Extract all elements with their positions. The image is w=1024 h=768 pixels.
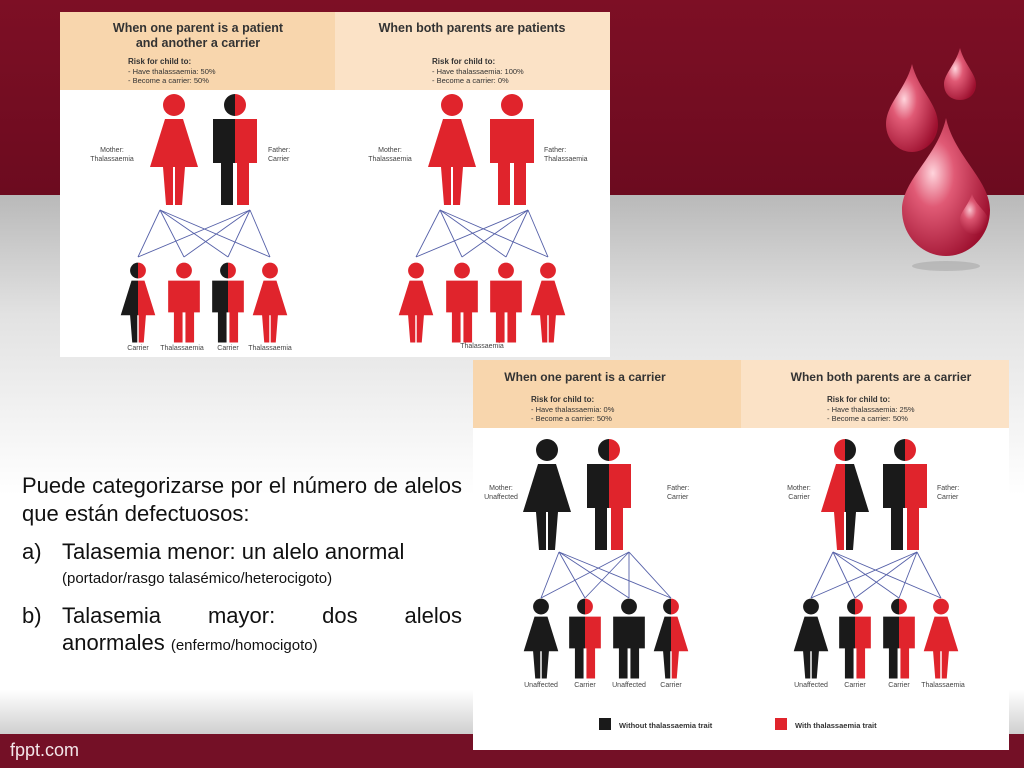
bottom-right-mother-label-2: Carrier bbox=[788, 494, 810, 501]
footer-brand: fppt.com bbox=[10, 740, 80, 760]
child-unaffected-figure bbox=[613, 599, 645, 679]
body-text bbox=[22, 472, 462, 659]
bottom-right-risk-2: - Become a carrier: 50% bbox=[827, 414, 908, 423]
top-left-risk-2: - Become a carrier: 50% bbox=[128, 76, 209, 85]
father-carrier-figure bbox=[587, 439, 631, 550]
bottom-left-father-label-1: Father: bbox=[667, 485, 690, 492]
top-right-risk-2: - Become a carrier: 0% bbox=[432, 76, 509, 85]
bottom-left-child-label: Unaffected bbox=[524, 682, 558, 689]
bottom-left-mother-label-2: Unaffected bbox=[484, 494, 518, 501]
child-carrier-figure bbox=[839, 599, 871, 679]
child-unaffected-figure bbox=[524, 599, 559, 679]
top-right-risk-title: Risk for child to: bbox=[432, 57, 496, 66]
top-right-inheritance-lines bbox=[416, 210, 548, 257]
top-left-risk-title: Risk for child to: bbox=[128, 57, 192, 66]
bottom-right-father-label-2: Carrier bbox=[937, 494, 959, 501]
blood-drops-icon bbox=[880, 44, 1000, 274]
bottom-left-father-label-2: Carrier bbox=[667, 494, 689, 501]
list-item-a-main: Talasemia menor: un alelo anormal bbox=[62, 539, 405, 564]
child-thalassaemia-figure bbox=[399, 263, 434, 343]
legend-without-label: Without thalassaemia trait bbox=[619, 721, 713, 730]
child-thalassaemia-figure bbox=[490, 263, 522, 343]
list-item-a-note: (portador/rasgo talasémico/heterocigoto) bbox=[62, 570, 333, 587]
list-item-b-word: dos bbox=[322, 603, 358, 628]
intro-paragraph: Puede categorizarse por el número de alelos que están defectuosos: bbox=[22, 473, 462, 526]
top-left-inheritance-lines bbox=[138, 210, 270, 257]
list-item-b-word: mayor: bbox=[207, 603, 276, 628]
top-right-father-label-1: Father: bbox=[544, 147, 567, 154]
bottom-left-mother-label-1: Mother: bbox=[489, 485, 513, 492]
bottom-right-child-label: Thalassaemia bbox=[921, 682, 965, 689]
list-item-b-rest: anormales bbox=[62, 630, 165, 655]
list-item-b-main bbox=[62, 602, 462, 629]
legend-with-label: With thalassaemia trait bbox=[795, 721, 877, 730]
legend-red-swatch bbox=[775, 718, 787, 730]
top-left-father-label-2: Carrier bbox=[268, 156, 290, 163]
father-carrier-figure bbox=[213, 94, 257, 205]
top-right-risk-1: - Have thalassaemia: 100% bbox=[432, 67, 524, 76]
child-unaffected-figure bbox=[794, 599, 829, 679]
child-carrier-figure bbox=[569, 599, 601, 679]
top-right-children-label: Thalassaemia bbox=[460, 343, 504, 350]
bottom-left-risk-2: - Become a carrier: 50% bbox=[531, 414, 612, 423]
child-thalassaemia-figure bbox=[253, 263, 288, 343]
mother-thalassaemia-figure bbox=[150, 94, 198, 205]
bottom-left-child-label: Unaffected bbox=[612, 682, 646, 689]
diagram-bottom-svg bbox=[473, 360, 1009, 750]
list-item-b bbox=[22, 602, 462, 659]
list-item-b-note: (enfermo/homocigoto) bbox=[170, 637, 318, 654]
bottom-left-inheritance-lines bbox=[541, 552, 671, 598]
bottom-right-child-label: Unaffected bbox=[794, 682, 828, 689]
mother-thalassaemia-figure bbox=[428, 94, 476, 205]
bottom-right-child-label: Carrier bbox=[844, 682, 866, 689]
mother-unaffected-figure bbox=[523, 439, 571, 550]
list-marker: b) bbox=[22, 603, 42, 628]
child-thalassaemia-figure bbox=[446, 263, 478, 343]
list-marker: a) bbox=[22, 539, 42, 564]
top-left-risk-1: - Have thalassaemia: 50% bbox=[128, 67, 216, 76]
list-item-b-word: Talasemia bbox=[62, 603, 162, 628]
top-left-child-label: Carrier bbox=[217, 345, 239, 352]
child-thalassaemia-figure bbox=[531, 263, 566, 343]
bottom-left-risk-title: Risk for child to: bbox=[531, 395, 595, 404]
bottom-right-risk-title: Risk for child to: bbox=[827, 395, 891, 404]
bottom-right-inheritance-lines bbox=[811, 552, 941, 598]
father-thalassaemia-figure bbox=[490, 94, 534, 205]
list-item-a bbox=[22, 538, 462, 592]
child-carrier-figure bbox=[212, 263, 244, 343]
bottom-left-child-label: Carrier bbox=[574, 682, 596, 689]
top-right-title: When both parents are patients bbox=[378, 21, 566, 35]
top-left-mother-label-2: Thalassaemia bbox=[90, 156, 134, 163]
top-right-mother-label-2: Thalassaemia bbox=[368, 156, 412, 163]
father-carrier-figure bbox=[883, 439, 927, 550]
child-thalassaemia-figure bbox=[168, 263, 200, 343]
top-right-father-label-2: Thalassaemia bbox=[544, 156, 588, 163]
legend-black-swatch bbox=[599, 718, 611, 730]
top-left-father-label-1: Father: bbox=[268, 147, 291, 154]
bottom-left-child-label: Carrier bbox=[660, 682, 682, 689]
child-thalassaemia-figure bbox=[924, 599, 959, 679]
bottom-right-risk-1: - Have thalassaemia: 25% bbox=[827, 405, 915, 414]
diagram-bottom-panel bbox=[473, 360, 1009, 750]
bottom-right-mother-label-1: Mother: bbox=[787, 485, 811, 492]
list-item-b-word: alelos bbox=[404, 603, 462, 628]
top-left-title-1: When one parent is a patient bbox=[112, 21, 284, 35]
diagram-top-panel bbox=[60, 12, 610, 357]
top-left-mother-label-1: Mother: bbox=[100, 147, 124, 154]
bottom-left-title: When one parent is a carrier bbox=[504, 370, 666, 384]
mother-carrier-figure bbox=[821, 439, 869, 550]
top-right-mother-label-1: Mother: bbox=[378, 147, 402, 154]
top-left-child-label: Thalassaemia bbox=[160, 345, 204, 352]
bottom-right-title: When both parents are a carrier bbox=[790, 370, 972, 384]
top-left-child-label: Thalassaemia bbox=[248, 345, 292, 352]
list-item-b-second-line bbox=[62, 629, 462, 659]
top-left-child-label: Carrier bbox=[127, 345, 149, 352]
bottom-right-child-label: Carrier bbox=[888, 682, 910, 689]
child-carrier-figure bbox=[654, 599, 689, 679]
diagram-top-svg bbox=[60, 12, 610, 357]
child-carrier-figure bbox=[883, 599, 915, 679]
bottom-right-father-label-1: Father: bbox=[937, 485, 960, 492]
bottom-left-risk-1: - Have thalassaemia: 0% bbox=[531, 405, 615, 414]
child-carrier-figure bbox=[121, 263, 156, 343]
top-left-title-2: and another a carrier bbox=[135, 36, 261, 50]
